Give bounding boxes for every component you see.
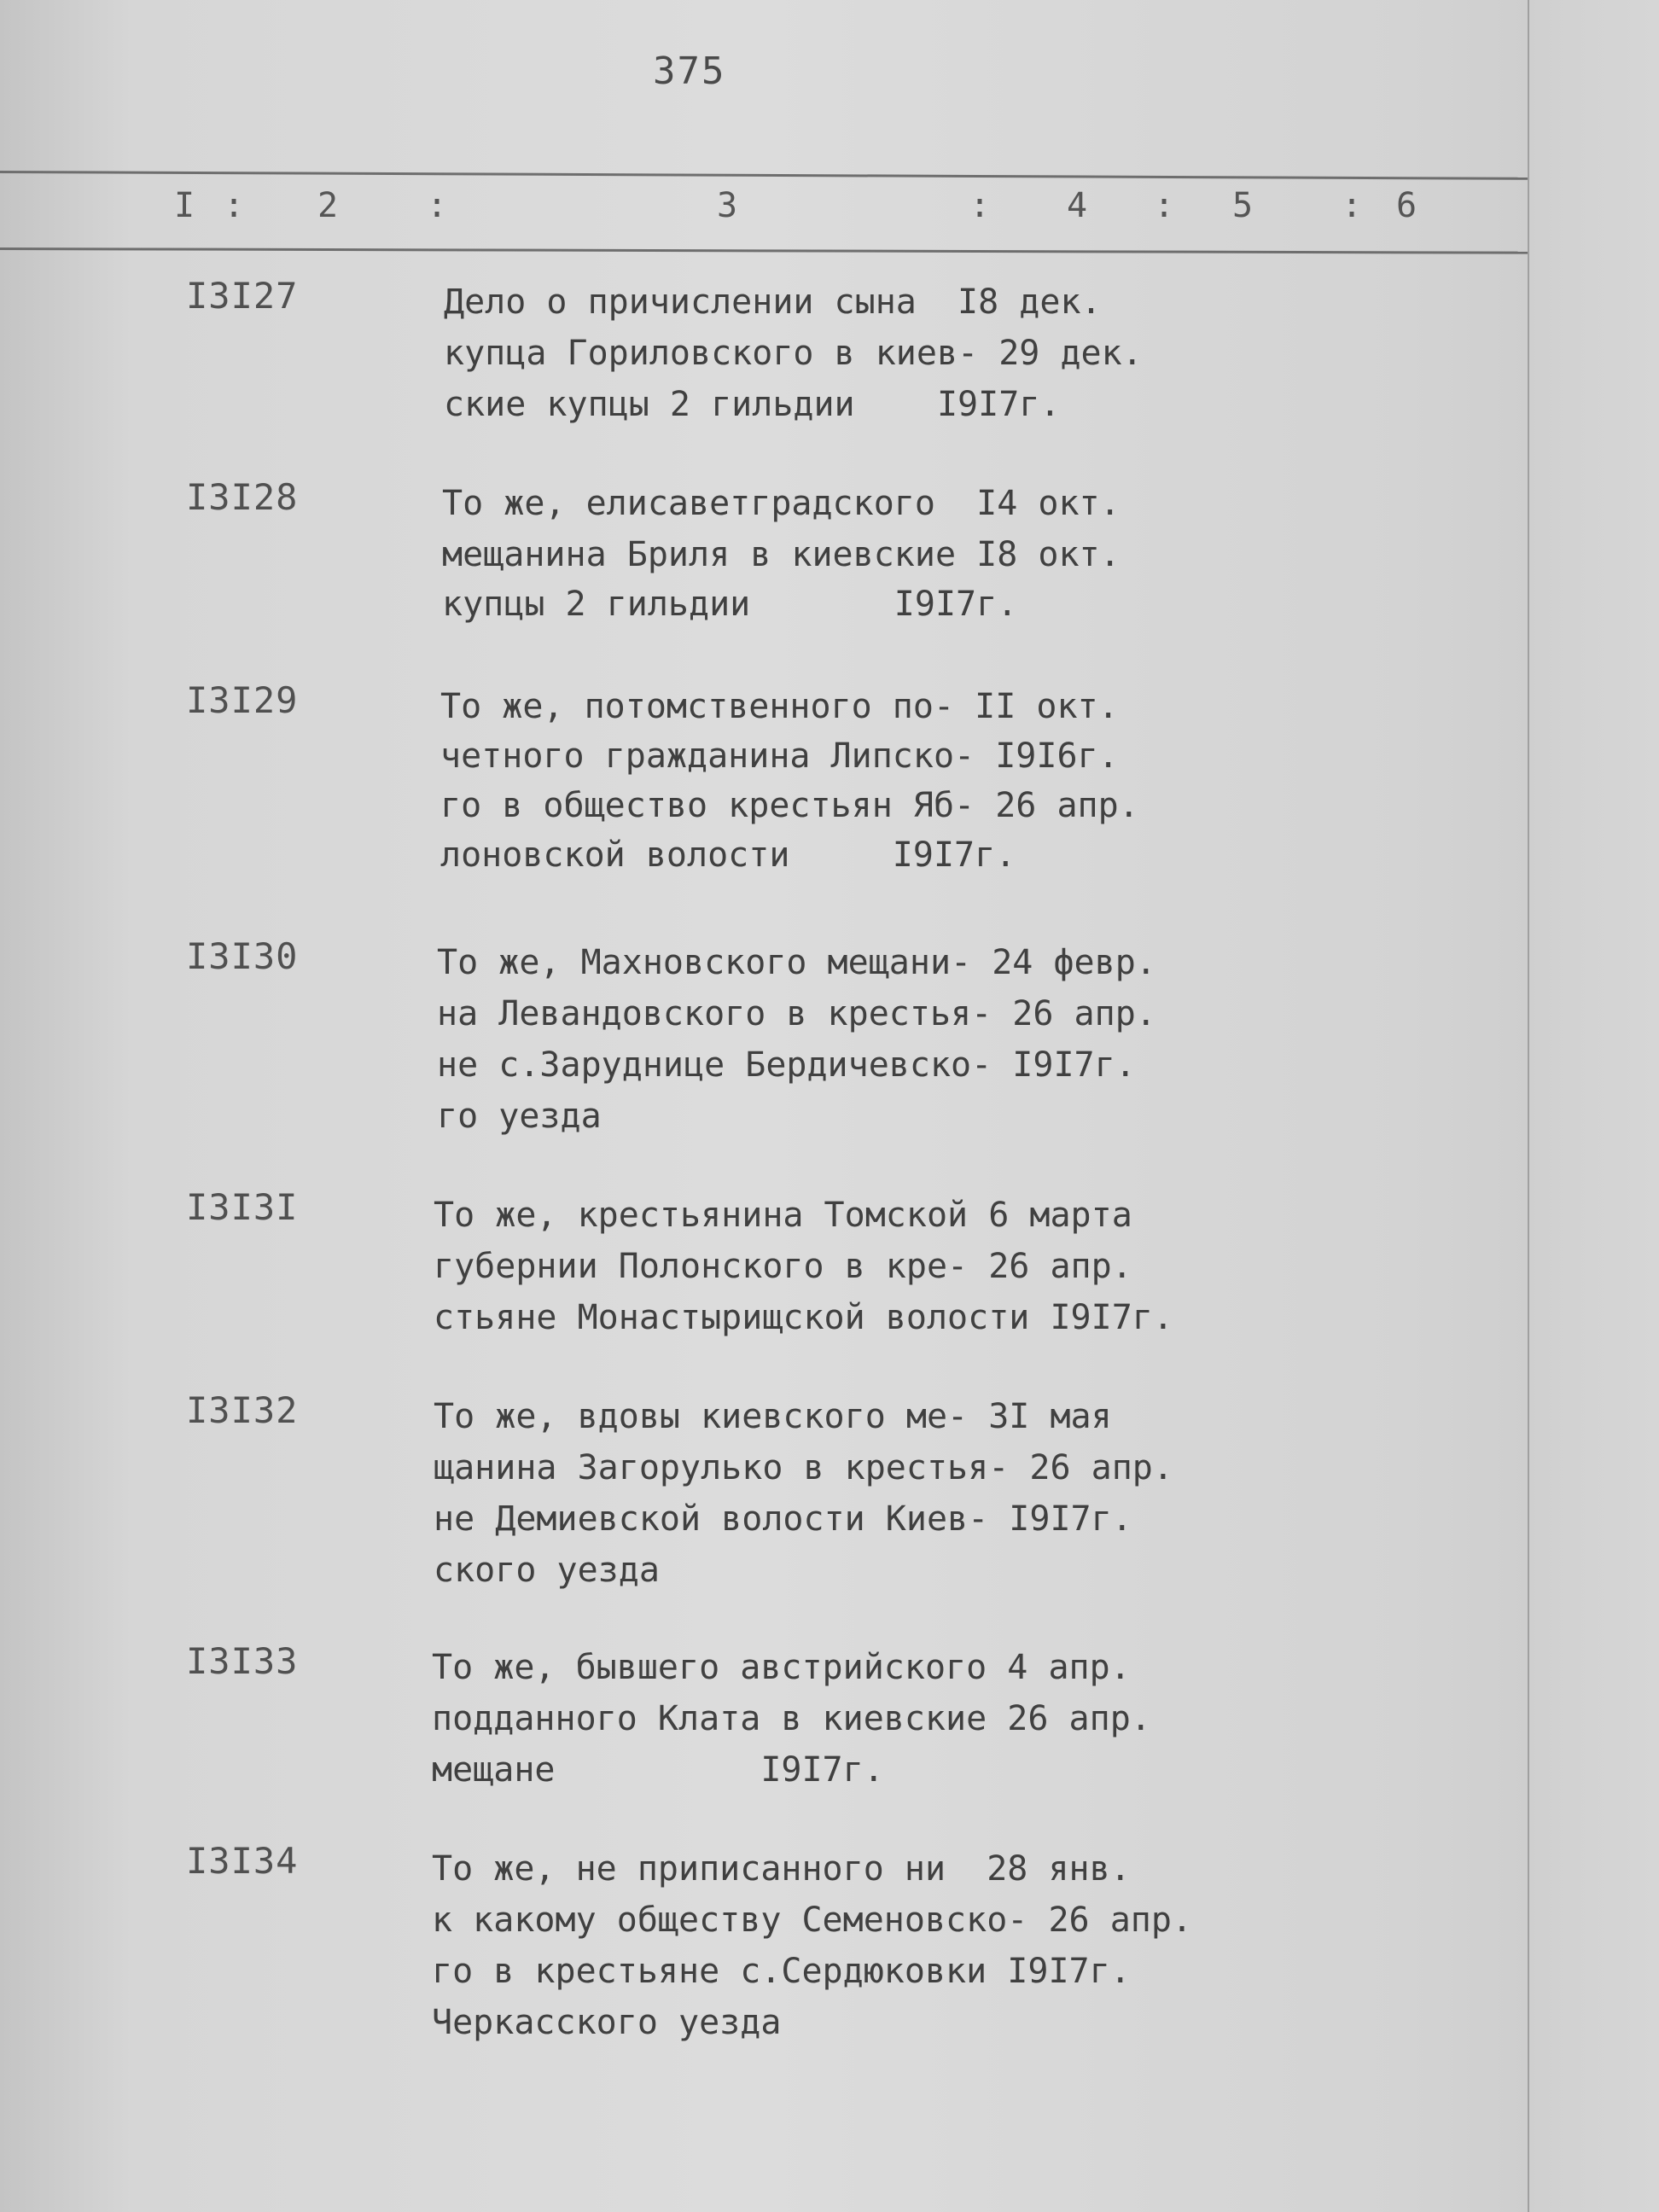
record-text-line: подданного Клата в киевские 26 апр. — [432, 1699, 1151, 1738]
record-text-line: Черкасского уезда — [432, 2003, 782, 2042]
column-header-1: I — [174, 186, 195, 225]
record-text-line: То же, потомственного по- II окт. — [440, 687, 1119, 726]
column-separator: : — [1342, 186, 1363, 225]
record-number: I3I28 — [186, 476, 299, 518]
record-text-line: купца Гориловского в киев- 29 дек. — [444, 334, 1143, 373]
record-number: I3I33 — [186, 1640, 299, 1682]
record-text-line: купцы 2 гильдии I9I7г. — [442, 585, 1018, 624]
column-separator: : — [224, 186, 245, 225]
record-text-line: го в общество крестьян Яб- 26 апр. — [440, 786, 1139, 825]
record-number: I3I34 — [186, 1840, 299, 1882]
record-text-line: к какому обществу Семеновско- 26 апр. — [432, 1901, 1193, 1940]
record-text-line: То же, вдовы киевского ме- 3I мая — [434, 1397, 1112, 1436]
record-text-line: щанина Загорулько в крестья- 26 апр. — [434, 1448, 1173, 1487]
header-rule-top — [0, 171, 1528, 180]
record-text-line: То же, елисаветградского I4 окт. — [442, 484, 1121, 523]
column-header-6: 6 — [1396, 186, 1417, 225]
record-text-line: То же, бывшего австрийского 4 апр. — [432, 1648, 1131, 1687]
record-number: I3I32 — [186, 1389, 299, 1431]
record-text-line: ского уезда — [434, 1551, 660, 1590]
header-rule-bottom — [0, 247, 1528, 254]
column-header-2: 2 — [317, 186, 339, 225]
column-header-4: 4 — [1067, 186, 1088, 225]
record-text-line: на Левандовского в крестья- 26 апр. — [437, 994, 1156, 1033]
record-text-line: ские купцы 2 гильдии I9I7г. — [444, 385, 1061, 424]
record-text-line: мещане I9I7г. — [432, 1750, 884, 1790]
page-number: 375 — [653, 49, 726, 93]
record-text-line: четного гражданина Липско- I9I6г. — [440, 736, 1119, 776]
column-header-3: 3 — [717, 186, 738, 225]
column-separator: : — [427, 186, 448, 225]
record-text-line: не с.Заруднице Бердичевско- I9I7г. — [437, 1045, 1136, 1085]
record-text-line: То же, крестьянина Томской 6 марта — [434, 1196, 1132, 1235]
record-number: I3I27 — [186, 275, 299, 317]
record-text-line: го уезда — [437, 1097, 602, 1136]
record-number: I3I3I — [186, 1186, 299, 1228]
record-text-line: не Демиевской волости Киев- I9I7г. — [434, 1499, 1132, 1539]
record-text-line: мещанина Бриля в киевские I8 окт. — [442, 535, 1121, 574]
record-text-line: губернии Полонского в кре- 26 апр. — [434, 1247, 1132, 1286]
record-text-line: стьяне Монастырищской волости I9I7г. — [434, 1298, 1173, 1337]
record-number: I3I30 — [186, 935, 299, 977]
page-margin-strip — [1528, 0, 1659, 2212]
record-number: I3I29 — [186, 679, 299, 721]
record-text-line: Дело о причислении сына I8 дек. — [444, 282, 1102, 322]
record-text-line: То же, Махновского мещани- 24 февр. — [437, 943, 1156, 982]
column-header-5: 5 — [1232, 186, 1254, 225]
record-text-line: То же, не приписанного ни 28 янв. — [432, 1849, 1131, 1889]
column-separator: : — [1154, 186, 1175, 225]
record-text-line: го в крестьяне с.Сердюковки I9I7г. — [432, 1952, 1131, 1991]
record-text-line: лоновской волости I9I7г. — [440, 835, 1016, 875]
column-separator: : — [969, 186, 991, 225]
